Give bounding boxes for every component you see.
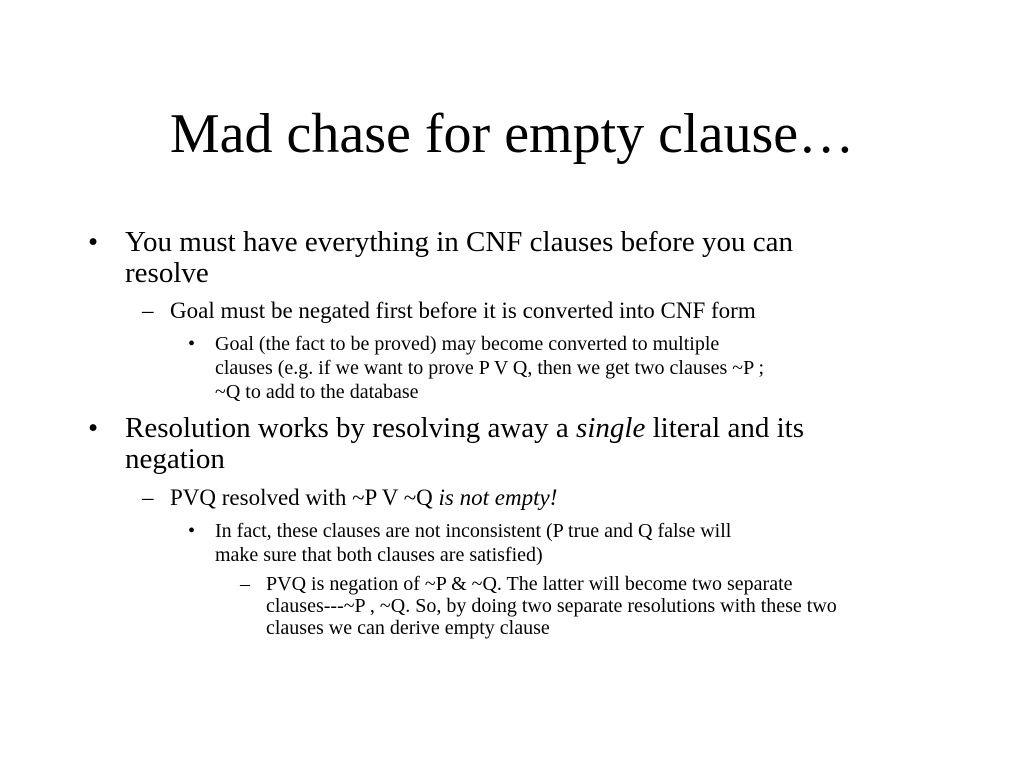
sub-sub-item-text-line: clauses (e.g. if we want to prove P V Q, then we get two clauses ~P ; [215,357,765,379]
emphasis-text: is not empty! [438,485,558,510]
dash-marker: – [240,573,250,595]
bullet-text-part: literal and its [645,412,804,444]
bullet-marker: • [88,412,99,444]
bullet-text-part: Resolution works by resolving away a [125,412,577,444]
slide-title: Mad chase for empty clause… [169,103,855,165]
sub-sub-item-text-line: Goal (the fact to be proved) may become converted to multiple [215,333,720,355]
bullet-item-cnf-requirement [88,226,945,289]
sub-sub-item-text-line: In fact, these clauses are not inconsistent (P true and Q false will [215,520,732,542]
sub-sub-item-text-line: make sure that both clauses are satisfied) [215,544,543,566]
level4-text-line: PVQ is negation of ~P & ~Q. The latter will become two separate [266,573,793,595]
bullet-text-line: negation [125,443,225,475]
sub-item-text [170,485,950,510]
emphasis-text: single [576,412,646,444]
bullet-text-line [125,413,945,444]
bullet-marker: • [188,333,196,355]
sub-item-pvq-resolved [142,485,950,510]
level4-text-line: clauses we can derive empty clause [266,617,550,639]
sub-sub-item-goal-conversion [188,332,930,404]
bullet-text-line: You must have everything in CNF clauses before you can [125,226,793,258]
bullet-marker: • [88,226,99,258]
sub-sub-item-not-inconsistent [188,519,930,567]
sub-sub-sub-item-pvq-negation [240,573,926,639]
dash-marker: – [142,485,154,510]
sub-item-text: Goal must be negated first before it is converted into CNF form [170,298,756,323]
bullet-item-resolution [88,412,945,475]
level4-text-line: clauses---~P , ~Q. So, by doing two separate resolutions with these two [266,595,837,617]
sub-item-negate-goal [142,298,950,323]
sub-item-text-part: PVQ resolved with ~P V ~Q [170,485,439,510]
bullet-marker: • [188,520,196,542]
bullet-text-line: resolve [125,257,209,289]
dash-marker: – [142,298,154,323]
sub-sub-item-text-line: ~Q to add to the database [215,381,419,403]
